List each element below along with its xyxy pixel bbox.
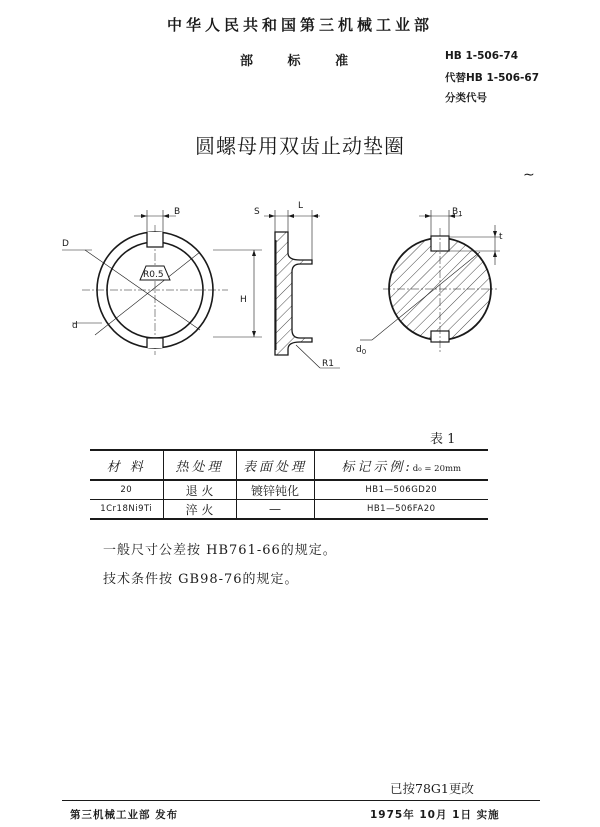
table-header-row — [90, 450, 488, 480]
label-l: L — [298, 201, 304, 211]
cell-material: 20 — [90, 480, 163, 500]
table-row — [90, 480, 488, 500]
header-mark-example — [314, 450, 488, 480]
document-title: 圆螺母用双齿止动垫圈 — [195, 134, 405, 158]
label-b1-main: B — [452, 207, 459, 217]
cell-mark: HB1—506FA20 — [314, 500, 488, 520]
front-view — [62, 207, 262, 355]
cell-surface-treatment: — — [236, 500, 314, 520]
header-material: 材 料 — [90, 450, 163, 480]
header-mark-label: 标记示例: — [341, 459, 413, 475]
table-row — [90, 500, 488, 520]
label-h: H — [240, 295, 247, 305]
header-surface-treatment: 表面处理 — [236, 450, 314, 480]
note-technical-conditions: 技术条件按 GB98-76的规定。 — [103, 572, 299, 587]
label-d0 — [356, 345, 366, 356]
label-d-inner: d — [72, 321, 78, 331]
surface-roughness-mark: ∼ — [523, 167, 535, 183]
installed-view — [356, 207, 503, 356]
label-r: R0.5 — [143, 270, 164, 280]
standard-type-char: 部 — [240, 54, 254, 69]
footer-divider — [62, 800, 540, 801]
footer-effective-date: 1975年 10月 1日 实施 — [370, 809, 500, 821]
cell-surface-treatment: 镀锌钝化 — [236, 480, 314, 500]
standard-type-char: 标 — [287, 54, 301, 69]
cell-heat-treatment: 淬 火 — [163, 500, 236, 520]
label-d0-subscript: 0 — [361, 348, 367, 356]
replaces-standard: 代替HB 1-506-67 — [445, 72, 539, 84]
standard-type-char: 准 — [335, 54, 349, 69]
note-tolerance: 一般尺寸公差按 HB761-66的规定。 — [103, 543, 337, 558]
standard-type — [240, 50, 378, 69]
side-view — [254, 201, 340, 369]
table-number: 表 1 — [430, 432, 456, 447]
cell-heat-treatment: 退 火 — [163, 480, 236, 500]
label-r1: R1 — [322, 359, 334, 369]
label-b1-subscript: 1 — [458, 210, 463, 218]
label-s: S — [254, 207, 260, 217]
cell-material: 1Cr18Ni9Ti — [100, 504, 153, 514]
spec-table — [90, 449, 488, 520]
label-b1 — [452, 207, 463, 218]
category-code: 分类代号 — [445, 92, 487, 104]
label-d-outer: D — [62, 239, 69, 249]
footer-publisher: 第三机械工业部 发布 — [70, 809, 179, 821]
header-heat-treatment: 热处理 — [163, 450, 236, 480]
revision-note: 已按78G1更改 — [390, 781, 474, 796]
label-d0-main: d — [356, 345, 362, 355]
standard-number: HB 1-506-74 — [445, 50, 518, 62]
label-b: B — [174, 207, 181, 217]
technical-drawing — [0, 190, 600, 390]
header-mark-condition: d₀ = 20mm — [412, 463, 462, 474]
label-t: t — [499, 232, 503, 242]
cell-mark: HB1—506GD20 — [314, 480, 488, 500]
ministry-title: 中华人民共和国第三机械工业部 — [166, 16, 433, 34]
